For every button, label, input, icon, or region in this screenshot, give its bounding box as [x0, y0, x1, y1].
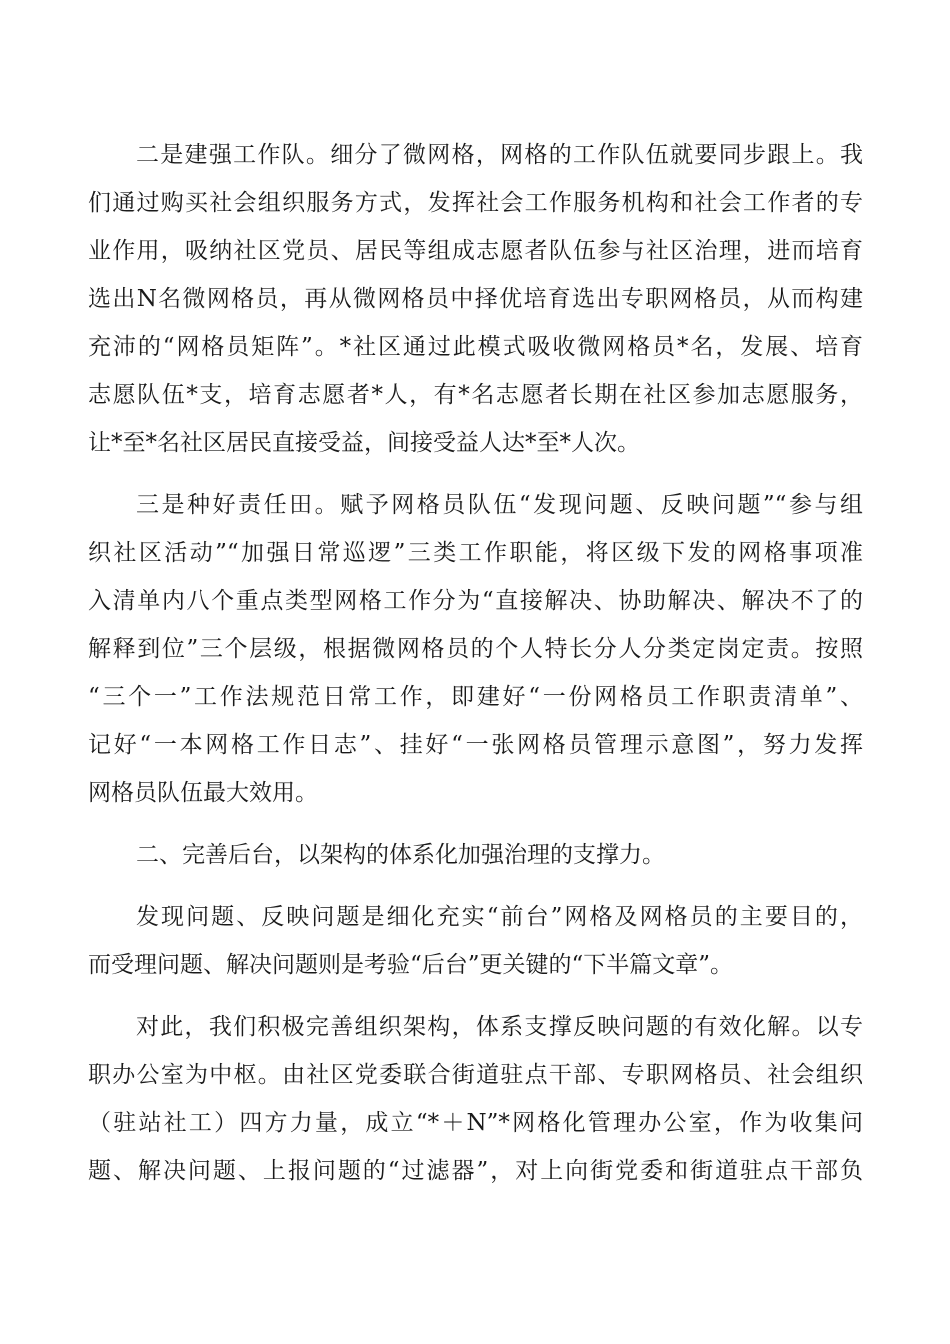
paragraph-5-line-3: （驻站社工）四方力量，成立“*＋N”*网格化管理办公室，作为收集问	[88, 1110, 863, 1136]
paragraph-1-line-7: 让*至*名社区居民直接受益，间接受益人达*至*人次。	[88, 430, 640, 456]
paragraph-5-line-4: 题、解决问题、上报问题的“过滤器”，对上向街党委和街道驻点干部负	[88, 1158, 863, 1184]
paragraph-4-line-2: 而受理问题、解决问题则是考验“后台”更关键的“下半篇文章”。	[88, 952, 734, 978]
paragraph-2-line-2: 织社区活动”“加强日常巡逻”三类工作职能，将区级下发的网格事项准	[88, 540, 863, 566]
paragraph-2-line-7: 网格员队伍最大效用。	[88, 780, 318, 806]
paragraph-2-line-3: 入清单内八个重点类型网格工作分为“直接解决、协助解决、解决不了的	[88, 588, 863, 614]
paragraph-1-line-3: 业作用，吸纳社区党员、居民等组成志愿者队伍参与社区治理，进而培育	[88, 238, 863, 264]
paragraph-2-line-6: 记好“一本网格工作日志”、挂好“一张网格员管理示意图”，努力发挥	[88, 732, 863, 758]
paragraph-1-line-2: 们通过购买社会组织服务方式，发挥社会工作服务机构和社会工作者的专	[88, 190, 863, 216]
paragraph-2-line-1: 三是种好责任田。赋予网格员队伍“发现问题、反映问题”“参与组	[136, 492, 863, 518]
paragraph-1-line-6: 志愿队伍*支，培育志愿者*人，有*名志愿者长期在社区参加志愿服务，	[88, 382, 863, 408]
paragraph-2-line-5: “三个一”工作法规范日常工作，即建好“一份网格员工作职责清单”、	[88, 684, 863, 710]
paragraph-2-line-4: 解释到位”三个层级，根据微网格员的个人特长分人分类定岗定责。按照	[88, 636, 863, 662]
paragraph-1-line-1: 二是建强工作队。细分了微网格，网格的工作队伍就要同步跟上。我	[136, 142, 863, 168]
section-heading: 二、完善后台，以架构的体系化加强治理的支撑力。	[136, 842, 665, 868]
paragraph-1-line-4: 选出N名微网格员，再从微网格员中择优培育选出专职网格员，从而构建	[88, 286, 863, 312]
paragraph-5-line-1: 对此，我们积极完善组织架构，体系支撑反映问题的有效化解。以专	[136, 1014, 863, 1040]
paragraph-1-line-5: 充沛的“网格员矩阵”。*社区通过此模式吸收微网格员*名，发展、培育	[88, 334, 863, 360]
paragraph-5-line-2: 职办公室为中枢。由社区党委联合街道驻点干部、专职网格员、社会组织	[88, 1062, 863, 1088]
paragraph-4-line-1: 发现问题、反映问题是细化充实“前台”网格及网格员的主要目的，	[136, 904, 863, 930]
